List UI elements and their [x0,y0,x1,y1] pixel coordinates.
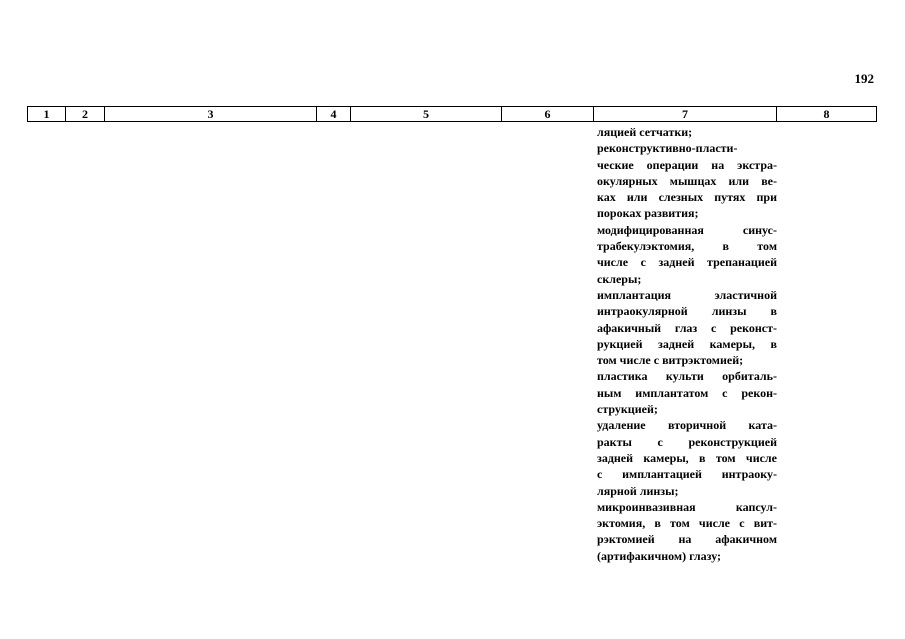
procedure-text-line: пороках развития; [597,206,699,221]
procedure-text-line: ракты с реконструкцией [597,434,777,449]
procedure-text-line: трабекулэктомия, в том [597,239,777,254]
column-number-6: 6 [502,107,594,122]
procedure-text-line: рукцией задней камеры, в [597,336,777,351]
procedure-text-line: склеры; [597,271,642,286]
procedure-text-line: задней камеры, в том числе [597,450,777,465]
procedure-text-line: ках или слезных путях при [597,190,777,205]
procedure-text-line: ляцией сетчатки; [597,125,693,139]
column-number-1: 1 [28,107,66,122]
procedure-text-line: окулярных мышцах или ве- [597,173,777,188]
procedure-text-line: ным имплантатом с рекон- [597,385,777,400]
procedure-text-line: микроинвазивная капсул- [597,499,777,514]
column-7-procedures-text [597,124,777,564]
procedure-text-line: струкцией; [597,402,658,417]
procedure-text-line: числе с задней трепанацией [597,255,777,270]
procedure-text-line: удаление вторичной ката- [597,418,777,433]
procedure-text-line: реконструктивно-пласти- [597,141,738,156]
procedure-text-line: лярной линзы; [597,483,679,498]
column-number-2: 2 [66,107,105,122]
procedure-text-line: с имплантацией интраоку- [597,467,777,482]
column-number-header-table [27,106,877,122]
procedure-text-line: имплантация эластичной [597,287,777,302]
procedure-text-line: афакичный глаз с реконст- [597,320,777,335]
procedure-text-line: модифицированная синус- [597,222,777,237]
column-number-5: 5 [351,107,502,122]
procedure-text-line: пластика культи орбиталь- [597,369,777,384]
procedure-text-line: (артифакичном) глазу; [597,548,722,563]
column-number-4: 4 [317,107,351,122]
procedure-text-line: том числе с витрэктомией; [597,353,744,368]
column-number-3: 3 [105,107,317,122]
column-number-7: 7 [594,107,777,122]
column-number-8: 8 [777,107,877,122]
procedure-text-line: интраокулярной линзы в [597,304,777,319]
page-number: 192 [854,71,874,86]
procedure-text-line: ческие операции на экстра- [597,157,777,172]
procedure-text-line: эктомия, в том числе с вит- [597,516,777,531]
header-row [28,107,877,122]
procedure-text-line: рэктомией на афакичном [597,532,777,547]
